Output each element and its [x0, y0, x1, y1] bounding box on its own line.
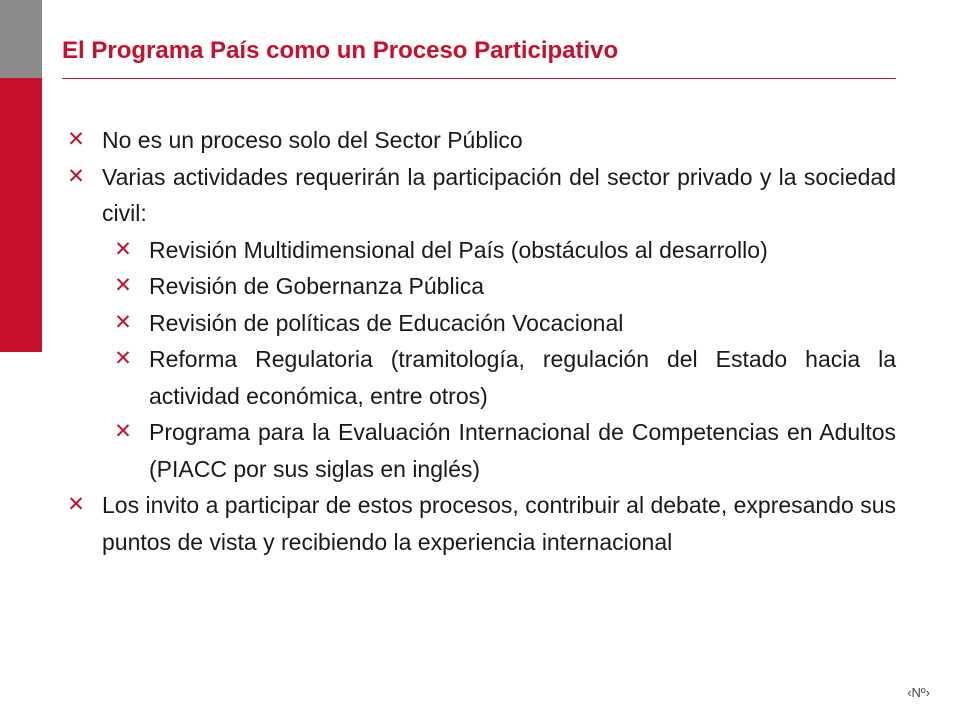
x-mark-icon: ✕ [67, 128, 85, 151]
x-mark-icon: ✕ [114, 347, 132, 370]
x-mark-icon: ✕ [67, 164, 85, 188]
page-number: ‹Nº› [907, 685, 930, 700]
bullet-list [66, 122, 896, 560]
sub-bullet-text: Reforma Regulatoria (tramitología, regulación del Estado hacia la actividad económica, entre otros) [149, 346, 896, 409]
sub-bullet-item [113, 341, 896, 414]
x-mark-icon: ✕ [67, 493, 85, 516]
sub-bullet-text: Revisión de políticas de Educación Vocacional [149, 309, 624, 336]
side-accent-bar-gray [0, 0, 42, 78]
sub-bullet-text: Revisión de Gobernanza Pública [149, 273, 484, 299]
slide-title: El Programa País como un Proceso Participativo [62, 37, 619, 64]
sub-bullet-item [113, 268, 896, 305]
bullet-text: Varias actividades requerirán la participación del sector privado y la sociedad civil: [102, 163, 896, 226]
sub-bullet-item [113, 414, 896, 487]
sub-bullet-text: Revisión Multidimensional del País (obstáculos al desarrollo) [149, 236, 768, 263]
bullet-text: No es un proceso solo del Sector Público [102, 127, 523, 153]
bullet-item [66, 122, 896, 159]
x-mark-icon: ✕ [114, 237, 132, 261]
title-divider [62, 78, 896, 79]
sub-bullet-text: Programa para la Evaluación Internacional de Competencias en Adultos (PIACC por sus siglas en inglés) [149, 419, 896, 482]
bullet-item [66, 487, 896, 560]
side-accent-bar-red [0, 78, 42, 352]
x-mark-icon: ✕ [114, 420, 132, 443]
x-mark-icon: ✕ [114, 310, 132, 334]
sub-bullet-item [113, 305, 896, 342]
sub-bullet-item [113, 232, 896, 269]
bullet-item [66, 159, 896, 232]
x-mark-icon: ✕ [114, 274, 132, 297]
bullet-text: Los invito a participar de estos procesos, contribuir al debate, expresando sus puntos de vista y recibiendo la experiencia internacional [102, 492, 896, 555]
